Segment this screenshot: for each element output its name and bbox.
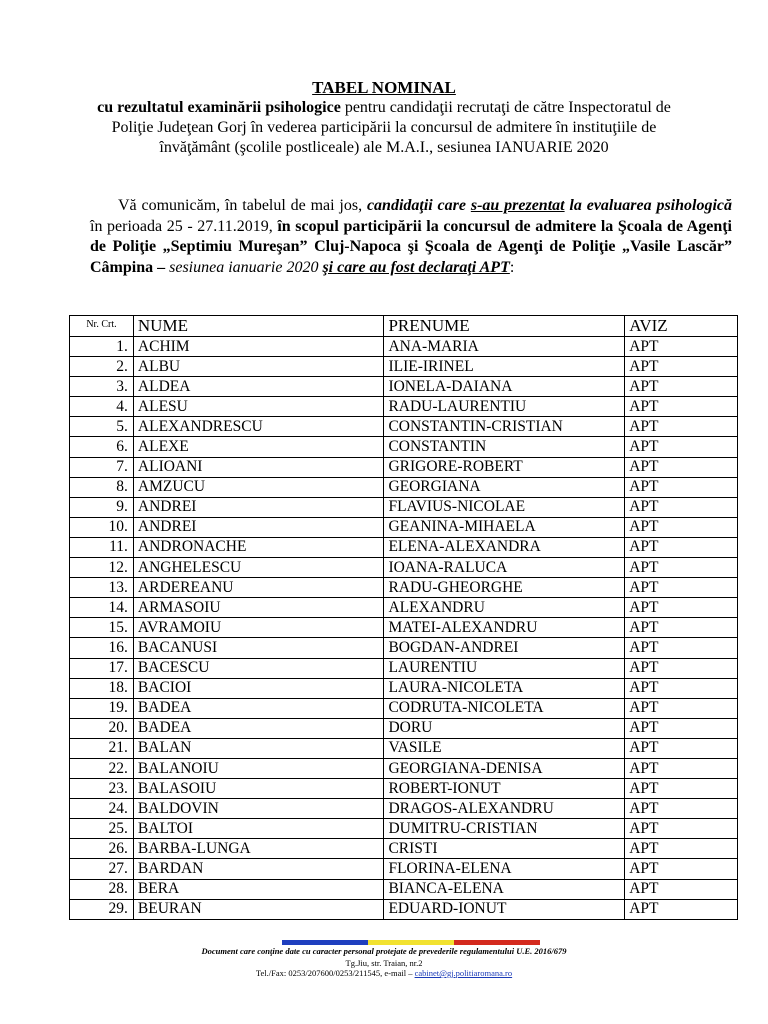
cell-nr: 12. [70, 558, 134, 578]
cell-prenume: EDUARD-IONUT [384, 899, 625, 919]
flag-yellow [368, 940, 454, 945]
cell-prenume: LAURENTIU [384, 658, 625, 678]
cell-prenume: CRISTI [384, 839, 625, 859]
cell-nume: BARBA-LUNGA [133, 839, 384, 859]
cell-nume: AMZUCU [133, 477, 384, 497]
cell-nr: 29. [70, 899, 134, 919]
table-row [70, 839, 738, 859]
cell-nume: BACANUSI [133, 638, 384, 658]
cell-nume: BALDOVIN [133, 799, 384, 819]
cell-aviz: APT [625, 598, 738, 618]
cell-aviz: APT [625, 779, 738, 799]
cell-nume: BALAN [133, 738, 384, 758]
table-row [70, 718, 738, 738]
cell-prenume: CONSTANTIN-CRISTIAN [384, 417, 625, 437]
cell-nume: ALIOANI [133, 457, 384, 477]
subtitle-bold: cu rezultatul examinării psihologice [97, 99, 341, 116]
table-row [70, 437, 738, 457]
footer-email-link[interactable]: cabinet@gj.politiaromana.ro [414, 968, 513, 978]
header-nr: Nr. Crt. [70, 316, 134, 337]
table-row [70, 457, 738, 477]
cell-nume: ANDRONACHE [133, 537, 384, 557]
cell-nr: 27. [70, 859, 134, 879]
table-row [70, 357, 738, 377]
table-row [70, 417, 738, 437]
table-row [70, 738, 738, 758]
cell-nume: AVRAMOIU [133, 618, 384, 638]
intro-period: în perioada 25 - 27.11.2019, [90, 217, 278, 235]
cell-nume: ARDEREANU [133, 578, 384, 598]
header-prenume: PRENUME [384, 316, 625, 337]
cell-prenume: GEORGIANA-DENISA [384, 758, 625, 778]
cell-nr: 13. [70, 578, 134, 598]
table-row [70, 578, 738, 598]
cell-nr: 20. [70, 718, 134, 738]
subtitle-rest: pentru candidaţii recrutaţi de către Inspectoratul de Poliţie Judeţean Gorj în vederea participării la concursul de admitere în instituţiile de învăţământ (şcolile postliceale) ale M.A.I., sesiunea IANUARIE 2020 [111, 99, 671, 156]
table-row [70, 658, 738, 678]
cell-nume: BALTOI [133, 819, 384, 839]
cell-prenume: RADU-GHEORGHE [384, 578, 625, 598]
cell-nume: ALESU [133, 397, 384, 417]
cell-nr: 17. [70, 658, 134, 678]
cell-aviz: APT [625, 437, 738, 457]
cell-aviz: APT [625, 799, 738, 819]
flag-red [454, 940, 540, 945]
cell-prenume: ILIE-IRINEL [384, 357, 625, 377]
cell-prenume: GEORGIANA [384, 477, 625, 497]
cell-nume: BERA [133, 879, 384, 899]
cell-aviz: APT [625, 859, 738, 879]
cell-aviz: APT [625, 477, 738, 497]
cell-aviz: APT [625, 899, 738, 919]
intro-declared-apt: şi care au fost declaraţi APT [322, 258, 510, 276]
table-row [70, 337, 738, 357]
cell-nr: 25. [70, 819, 134, 839]
cell-nr: 23. [70, 779, 134, 799]
intro-presented: s-au prezentat [470, 197, 565, 214]
cell-nume: BARDAN [133, 859, 384, 879]
cell-nr: 18. [70, 678, 134, 698]
header-aviz: AVIZ [625, 316, 738, 337]
cell-aviz: APT [625, 497, 738, 517]
footer-contact [150, 968, 618, 979]
cell-nume: ARMASOIU [133, 598, 384, 618]
cell-nume: BADEA [133, 698, 384, 718]
cell-aviz: APT [625, 879, 738, 899]
cell-nume: BACIOI [133, 678, 384, 698]
intro-paragraph [90, 196, 732, 278]
table-row [70, 558, 738, 578]
cell-nr: 9. [70, 497, 134, 517]
cell-nr: 24. [70, 799, 134, 819]
table-row [70, 859, 738, 879]
cell-prenume: CONSTANTIN [384, 437, 625, 457]
cell-prenume: BOGDAN-ANDREI [384, 638, 625, 658]
cell-nr: 10. [70, 517, 134, 537]
cell-nume: BEURAN [133, 899, 384, 919]
intro-evaluation: la evaluarea psihologică [564, 197, 733, 214]
cell-aviz: APT [625, 678, 738, 698]
cell-nr: 2. [70, 357, 134, 377]
cell-prenume: BIANCA-ELENA [384, 879, 625, 899]
table-row [70, 598, 738, 618]
cell-nume: BALANOIU [133, 758, 384, 778]
cell-prenume: GRIGORE-ROBERT [384, 457, 625, 477]
table-row [70, 899, 738, 919]
cell-aviz: APT [625, 718, 738, 738]
footer-notice: Document care conţine date cu caracter personal protejate de prevederile regulamentului U.E. 2016/679 [201, 946, 567, 956]
cell-nr: 21. [70, 738, 134, 758]
cell-prenume: LAURA-NICOLETA [384, 678, 625, 698]
cell-aviz: APT [625, 658, 738, 678]
cell-aviz: APT [625, 839, 738, 859]
cell-nr: 3. [70, 377, 134, 397]
cell-aviz: APT [625, 819, 738, 839]
table-row [70, 799, 738, 819]
footer-address: Tg.Jiu, str. Traian, nr.2 [345, 958, 423, 968]
intro-candidates: candidaţii care [366, 197, 466, 214]
table-row [70, 698, 738, 718]
table-row [70, 638, 738, 658]
cell-nume: ALEXE [133, 437, 384, 457]
cell-aviz: APT [625, 377, 738, 397]
cell-nume: BALASOIU [133, 779, 384, 799]
header-nume: NUME [133, 316, 384, 337]
footer-phone: Tel./Fax: 0253/207600/0253/211545, e-mail – [255, 968, 415, 978]
cell-aviz: APT [625, 638, 738, 658]
cell-nr: 8. [70, 477, 134, 497]
cell-nr: 5. [70, 417, 134, 437]
cell-nr: 15. [70, 618, 134, 638]
cell-aviz: APT [625, 417, 738, 437]
cell-prenume: DUMITRU-CRISTIAN [384, 819, 625, 839]
cell-nr: 6. [70, 437, 134, 457]
cell-nume: ANGHELESCU [133, 558, 384, 578]
cell-aviz: APT [625, 578, 738, 598]
cell-nr: 11. [70, 537, 134, 557]
cell-prenume: MATEI-ALEXANDRU [384, 618, 625, 638]
table-header-row [70, 316, 738, 337]
cell-prenume: GEANINA-MIHAELA [384, 517, 625, 537]
table-row [70, 758, 738, 778]
table-row [70, 819, 738, 839]
table-row [70, 517, 738, 537]
cell-prenume: ANA-MARIA [384, 337, 625, 357]
nominal-table [69, 315, 738, 920]
table-row [70, 618, 738, 638]
cell-prenume: FLAVIUS-NICOLAE [384, 497, 625, 517]
document-subtitle [96, 98, 672, 158]
cell-nr: 19. [70, 698, 134, 718]
table-row [70, 779, 738, 799]
cell-prenume: DRAGOS-ALEXANDRU [384, 799, 625, 819]
intro-purpose: în scopul participării la concursul de admitere la Şcoala de Agenţi de Poliţie „Septimiu Mureşan” Cluj-Napoca şi Şcoala de Agenţi de Poliţie „Vasile Lascăr” Câmpina – [90, 217, 732, 276]
table-row [70, 397, 738, 417]
table-row [70, 477, 738, 497]
table-row [70, 879, 738, 899]
cell-nr: 22. [70, 758, 134, 778]
cell-aviz: APT [625, 758, 738, 778]
cell-nr: 7. [70, 457, 134, 477]
table-row [70, 678, 738, 698]
table-row [70, 377, 738, 397]
cell-aviz: APT [625, 738, 738, 758]
cell-nume: BADEA [133, 718, 384, 738]
table-row [70, 497, 738, 517]
cell-nume: ANDREI [133, 517, 384, 537]
cell-nume: ALBU [133, 357, 384, 377]
cell-nume: ACHIM [133, 337, 384, 357]
cell-nr: 16. [70, 638, 134, 658]
cell-aviz: APT [625, 397, 738, 417]
cell-prenume: IOANA-RALUCA [384, 558, 625, 578]
cell-aviz: APT [625, 517, 738, 537]
cell-nume: BACESCU [133, 658, 384, 678]
cell-nr: 1. [70, 337, 134, 357]
cell-prenume: RADU-LAURENTIU [384, 397, 625, 417]
cell-nume: ALEXANDRESCU [133, 417, 384, 437]
cell-prenume: ROBERT-IONUT [384, 779, 625, 799]
cell-nume: ANDREI [133, 497, 384, 517]
document-title: TABEL NOMINAL [312, 78, 456, 97]
cell-aviz: APT [625, 698, 738, 718]
cell-aviz: APT [625, 457, 738, 477]
cell-prenume: FLORINA-ELENA [384, 859, 625, 879]
cell-prenume: IONELA-DAIANA [384, 377, 625, 397]
intro-colon: : [509, 258, 515, 276]
cell-nr: 4. [70, 397, 134, 417]
cell-nr: 14. [70, 598, 134, 618]
cell-aviz: APT [625, 537, 738, 557]
tricolor-bar [282, 940, 540, 945]
table-body [70, 337, 738, 920]
cell-aviz: APT [625, 357, 738, 377]
table-row [70, 537, 738, 557]
cell-aviz: APT [625, 618, 738, 638]
cell-prenume: VASILE [384, 738, 625, 758]
cell-prenume: ALEXANDRU [384, 598, 625, 618]
cell-prenume: DORU [384, 718, 625, 738]
cell-aviz: APT [625, 558, 738, 578]
cell-aviz: APT [625, 337, 738, 357]
cell-nume: ALDEA [133, 377, 384, 397]
cell-nr: 28. [70, 879, 134, 899]
cell-nr: 26. [70, 839, 134, 859]
cell-prenume: CODRUTA-NICOLETA [384, 698, 625, 718]
intro-text-1: Vă comunicăm, în tabelul de mai jos, [118, 197, 367, 214]
flag-blue [282, 940, 368, 945]
intro-session: sesiunea ianuarie 2020 [165, 258, 323, 276]
cell-prenume: ELENA-ALEXANDRA [384, 537, 625, 557]
